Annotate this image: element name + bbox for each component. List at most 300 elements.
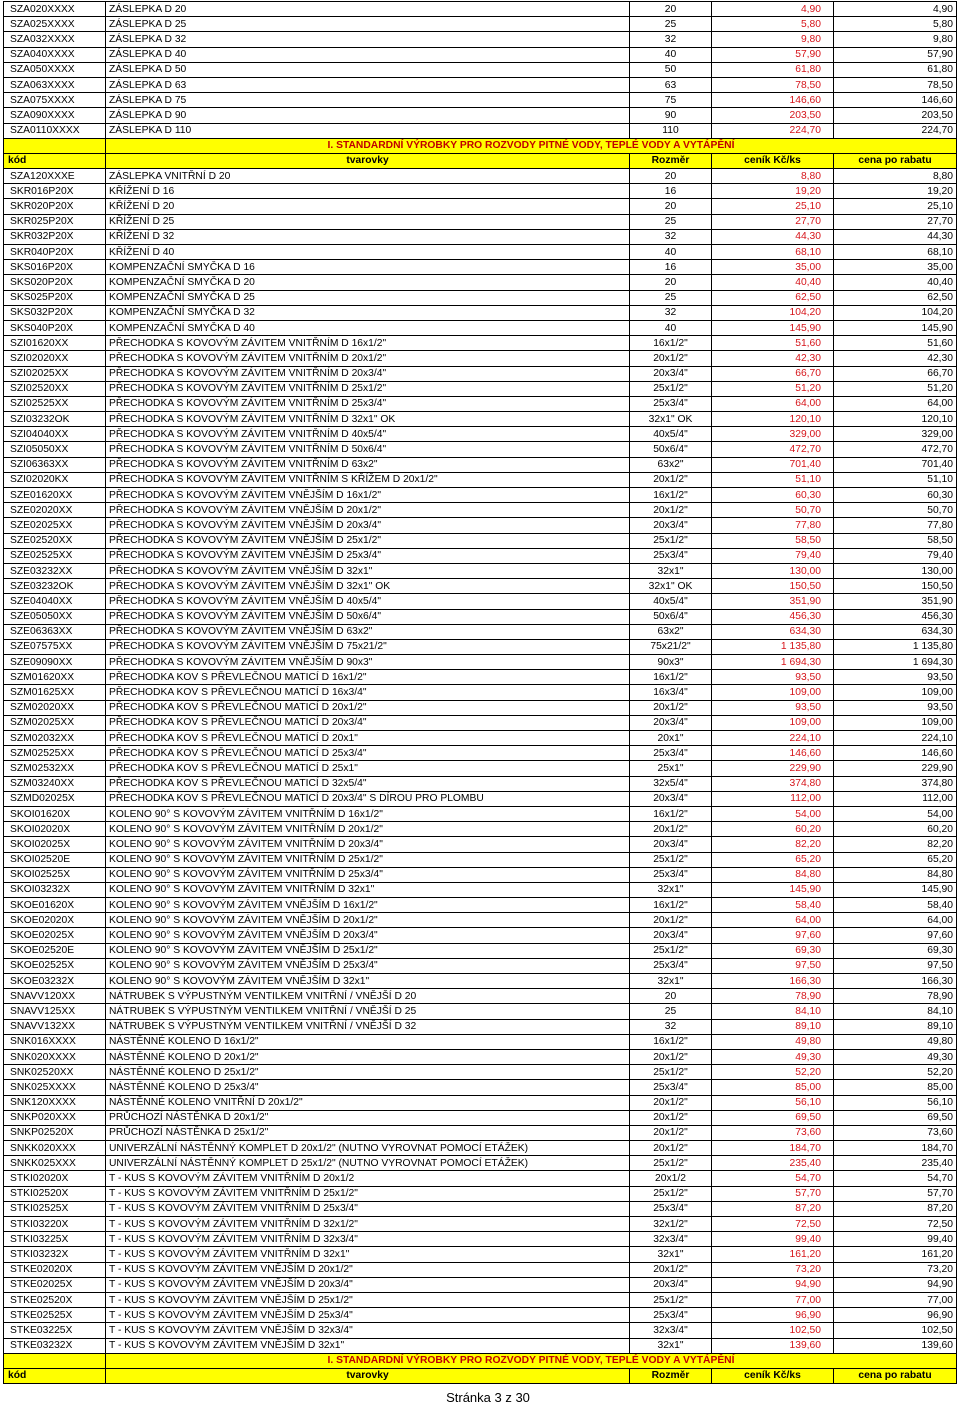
discounted-price: 4,90	[834, 2, 957, 17]
product-name: KŘÍŽENÍ D 20	[106, 199, 630, 214]
discounted-price: 224,70	[834, 123, 957, 138]
product-size: 16x1/2"	[630, 488, 712, 503]
table-row	[4, 488, 957, 503]
table-row	[4, 93, 957, 108]
product-name: KOLENO 90° S KOVOVÝM ZÁVITEM VNĚJŠÍM D 32x1"	[106, 974, 630, 989]
product-code: STKI03225X	[4, 1232, 106, 1247]
product-name: T - KUS S KOVOVÝM ZÁVITEM VNITŘNÍM D 32x1"	[106, 1247, 630, 1262]
discounted-price: 161,20	[834, 1247, 957, 1262]
product-name: KOLENO 90° S KOVOVÝM ZÁVITEM VNĚJŠÍM D 25x3/4"	[106, 958, 630, 973]
table-row	[4, 1292, 957, 1307]
table-row	[4, 837, 957, 852]
product-size: 20x1/2"	[630, 1141, 712, 1156]
column-header-product-name: tvarovky	[106, 1368, 630, 1383]
product-name: PRŮCHOZÍ NÁSTĚNKA D 25x1/2"	[106, 1125, 630, 1140]
table-row	[4, 1004, 957, 1019]
product-name: PŘECHODKA S KOVOVÝM ZÁVITEM VNĚJŠÍM D 25x1/2"	[106, 533, 630, 548]
product-code: SZE01620XX	[4, 488, 106, 503]
section-title: I. STANDARDNÍ VÝROBKY PRO ROZVODY PITNÉ VODY, TEPLÉ VODY A VYTÁPĚNÍ	[106, 1353, 957, 1368]
product-size: 32x1"	[630, 882, 712, 897]
product-name: PŘECHODKA KOV S PŘEVLEČNOU MATICÍ D 32x5/4"	[106, 776, 630, 791]
list-price: 120,10	[712, 412, 834, 427]
product-size: 75x21/2"	[630, 639, 712, 654]
discounted-price: 84,80	[834, 867, 957, 882]
product-name: NÁSTĚNNÉ KOLENO D 25x3/4"	[106, 1080, 630, 1095]
product-code: SZE02025XX	[4, 518, 106, 533]
table-row	[4, 17, 957, 32]
list-price: 112,00	[712, 791, 834, 806]
product-size: 20x1/2"	[630, 351, 712, 366]
table-row	[4, 1019, 957, 1034]
product-name: KOLENO 90° S KOVOVÝM ZÁVITEM VNITŘNÍM D 20x1/2"	[106, 822, 630, 837]
list-price: 96,90	[712, 1308, 834, 1323]
product-code: SZA075XXXX	[4, 93, 106, 108]
table-row	[4, 579, 957, 594]
list-price: 77,80	[712, 518, 834, 533]
product-code: SKS040P20X	[4, 320, 106, 335]
table-row	[4, 1125, 957, 1140]
table-row	[4, 746, 957, 761]
product-name: T - KUS S KOVOVÝM ZÁVITEM VNITŘNÍM D 20x1/2	[106, 1171, 630, 1186]
product-size: 20x1/2"	[630, 472, 712, 487]
product-code: SKOI02525X	[4, 867, 106, 882]
list-price: 57,70	[712, 1186, 834, 1201]
table-row	[4, 32, 957, 47]
column-header-row	[4, 1368, 957, 1383]
discounted-price: 49,80	[834, 1034, 957, 1049]
product-code: STKI02020X	[4, 1171, 106, 1186]
list-price: 150,50	[712, 579, 834, 594]
list-price: 203,50	[712, 108, 834, 123]
product-size: 75	[630, 93, 712, 108]
product-name: ZÁSLEPKA D 90	[106, 108, 630, 123]
page-number: Stránka 3 z 30	[446, 1390, 530, 1405]
discounted-price: 77,00	[834, 1292, 957, 1307]
product-code: SZI02525XX	[4, 396, 106, 411]
product-size: 40	[630, 47, 712, 62]
list-price: 79,40	[712, 548, 834, 563]
discounted-price: 374,80	[834, 776, 957, 791]
product-code: SZI02020XX	[4, 351, 106, 366]
product-code: STKI03220X	[4, 1217, 106, 1232]
discounted-price: 19,20	[834, 184, 957, 199]
discounted-price: 77,80	[834, 518, 957, 533]
product-code: SZE06363XX	[4, 624, 106, 639]
table-row	[4, 1308, 957, 1323]
product-size: 40	[630, 320, 712, 335]
list-price: 229,90	[712, 761, 834, 776]
product-size: 25	[630, 214, 712, 229]
table-row	[4, 655, 957, 670]
discounted-price: 84,10	[834, 1004, 957, 1019]
product-code: SZM02020XX	[4, 700, 106, 715]
list-price: 77,00	[712, 1292, 834, 1307]
product-size: 16x1/2"	[630, 336, 712, 351]
list-price: 146,60	[712, 93, 834, 108]
list-price: 68,10	[712, 245, 834, 260]
product-code: SZA020XXXX	[4, 2, 106, 17]
product-name: KOLENO 90° S KOVOVÝM ZÁVITEM VNĚJŠÍM D 25x1/2"	[106, 943, 630, 958]
product-name: T - KUS S KOVOVÝM ZÁVITEM VNITŘNÍM D 32x1/2"	[106, 1217, 630, 1232]
list-price: 85,00	[712, 1080, 834, 1095]
product-size: 20x1/2"	[630, 1095, 712, 1110]
product-size: 63x2"	[630, 457, 712, 472]
product-size: 20x1/2"	[630, 503, 712, 518]
product-name: NÁSTĚNNÉ KOLENO D 20x1/2"	[106, 1049, 630, 1064]
product-code: SZM02032XX	[4, 731, 106, 746]
table-row	[4, 396, 957, 411]
discounted-price: 54,00	[834, 806, 957, 821]
product-size: 20x1/2"	[630, 822, 712, 837]
table-row	[4, 715, 957, 730]
discounted-price: 96,90	[834, 1308, 957, 1323]
list-price: 235,40	[712, 1156, 834, 1171]
product-name: PŘECHODKA S KOVOVÝM ZÁVITEM VNĚJŠÍM D 16x1/2"	[106, 488, 630, 503]
table-row	[4, 305, 957, 320]
product-name: PŘECHODKA KOV S PŘEVLEČNOU MATICÍ D 20x1"	[106, 731, 630, 746]
product-code: SZA063XXXX	[4, 77, 106, 92]
list-price: 60,30	[712, 488, 834, 503]
product-code: SNK120XXXX	[4, 1095, 106, 1110]
product-code: SZM03240XX	[4, 776, 106, 791]
list-price: 50,70	[712, 503, 834, 518]
product-code: SKR016P20X	[4, 184, 106, 199]
product-name: PŘECHODKA S KOVOVÝM ZÁVITEM VNITŘNÍM D 40x5/4"	[106, 427, 630, 442]
product-code: SKOI02025X	[4, 837, 106, 852]
discounted-price: 97,60	[834, 928, 957, 943]
price-table	[3, 1, 957, 1384]
table-row	[4, 47, 957, 62]
product-name: NÁSTĚNNÉ KOLENO D 25x1/2"	[106, 1065, 630, 1080]
list-price: 146,60	[712, 746, 834, 761]
discounted-price: 85,00	[834, 1080, 957, 1095]
product-name: NÁSTĚNNÉ KOLENO D 16x1/2"	[106, 1034, 630, 1049]
list-price: 61,80	[712, 62, 834, 77]
discounted-price: 60,20	[834, 822, 957, 837]
product-size: 90x3"	[630, 655, 712, 670]
product-size: 20x1/2"	[630, 1049, 712, 1064]
discounted-price: 109,00	[834, 715, 957, 730]
product-size: 25x3/4"	[630, 396, 712, 411]
discounted-price: 166,30	[834, 974, 957, 989]
product-size: 20x3/4"	[630, 366, 712, 381]
table-row	[4, 594, 957, 609]
discounted-price: 229,90	[834, 761, 957, 776]
product-size: 20x1"	[630, 731, 712, 746]
list-price: 73,60	[712, 1125, 834, 1140]
product-name: PŘECHODKA S KOVOVÝM ZÁVITEM VNĚJŠÍM D 20x3/4"	[106, 518, 630, 533]
list-price: 634,30	[712, 624, 834, 639]
product-code: SKS032P20X	[4, 305, 106, 320]
product-name: NÁSTĚNNÉ KOLENO VNITŘNÍ D 20x1/2"	[106, 1095, 630, 1110]
product-size: 25x3/4"	[630, 1201, 712, 1216]
product-code: SZM02025XX	[4, 715, 106, 730]
product-code: STKI02525X	[4, 1201, 106, 1216]
product-name: KOMPENZAČNÍ SMYČKA D 40	[106, 320, 630, 335]
product-size: 32x1"	[630, 974, 712, 989]
product-code: SZE09090XX	[4, 655, 106, 670]
product-name: PŘECHODKA S KOVOVÝM ZÁVITEM VNĚJŠÍM D 90x3"	[106, 655, 630, 670]
discounted-price: 78,90	[834, 989, 957, 1004]
product-name: ZÁSLEPKA D 32	[106, 32, 630, 47]
product-size: 20x3/4"	[630, 928, 712, 943]
product-name: KOMPENZAČNÍ SMYČKA D 25	[106, 290, 630, 305]
product-code: SNKK025XXX	[4, 1156, 106, 1171]
discounted-price: 8,80	[834, 169, 957, 184]
product-name: PŘECHODKA S KOVOVÝM ZÁVITEM VNĚJŠÍM D 20x1/2"	[106, 503, 630, 518]
product-size: 32	[630, 229, 712, 244]
product-name: KOLENO 90° S KOVOVÝM ZÁVITEM VNITŘNÍM D 32x1"	[106, 882, 630, 897]
product-size: 32x1" OK	[630, 579, 712, 594]
discounted-price: 456,30	[834, 609, 957, 624]
column-header-product-size: Rozměr	[630, 153, 712, 168]
list-price: 84,80	[712, 867, 834, 882]
table-row	[4, 1232, 957, 1247]
discounted-price: 1 694,30	[834, 655, 957, 670]
product-name: PŘECHODKA KOV S PŘEVLEČNOU MATICÍ D 16x1/2"	[106, 670, 630, 685]
product-name: KOLENO 90° S KOVOVÝM ZÁVITEM VNĚJŠÍM D 16x1/2"	[106, 898, 630, 913]
discounted-price: 1 135,80	[834, 639, 957, 654]
list-price: 224,70	[712, 123, 834, 138]
product-code: SZE04040XX	[4, 594, 106, 609]
product-size: 32x1"	[630, 563, 712, 578]
list-price: 94,90	[712, 1277, 834, 1292]
product-size: 25x3/4"	[630, 1080, 712, 1095]
product-code: SZI04040XX	[4, 427, 106, 442]
discounted-price: 329,00	[834, 427, 957, 442]
product-size: 20x3/4"	[630, 791, 712, 806]
product-code: SNK025XXXX	[4, 1080, 106, 1095]
product-size: 25x1/2"	[630, 852, 712, 867]
product-code: SZI03232OK	[4, 412, 106, 427]
list-price: 56,10	[712, 1095, 834, 1110]
discounted-price: 64,00	[834, 913, 957, 928]
product-code: SZE03232XX	[4, 563, 106, 578]
table-row	[4, 989, 957, 1004]
product-size: 20x1/2"	[630, 913, 712, 928]
product-size: 20x3/4"	[630, 837, 712, 852]
product-name: PŘECHODKA KOV S PŘEVLEČNOU MATICÍ D 25x1"	[106, 761, 630, 776]
discounted-price: 73,20	[834, 1262, 957, 1277]
discounted-price: 99,40	[834, 1232, 957, 1247]
table-row	[4, 351, 957, 366]
table-row	[4, 320, 957, 335]
product-name: KŘÍŽENÍ D 25	[106, 214, 630, 229]
discounted-price: 139,60	[834, 1338, 957, 1353]
list-price: 64,00	[712, 396, 834, 411]
product-name: PŘECHODKA S KOVOVÝM ZÁVITEM VNITŘNÍM D 25x1/2"	[106, 381, 630, 396]
discounted-price: 51,60	[834, 336, 957, 351]
product-size: 32x3/4"	[630, 1323, 712, 1338]
section-blank-cell	[4, 1353, 106, 1368]
list-price: 64,00	[712, 913, 834, 928]
list-price: 104,20	[712, 305, 834, 320]
product-code: SKS016P20X	[4, 260, 106, 275]
product-code: STKE02520X	[4, 1292, 106, 1307]
product-code: SKOI02020X	[4, 822, 106, 837]
product-name: PŘECHODKA S KOVOVÝM ZÁVITEM VNĚJŠÍM D 75x21/2"	[106, 639, 630, 654]
price-list-sheet	[3, 1, 956, 1384]
list-price: 97,60	[712, 928, 834, 943]
product-code: SKOE02020X	[4, 913, 106, 928]
table-row	[4, 1186, 957, 1201]
list-price: 329,00	[712, 427, 834, 442]
product-name: ZÁSLEPKA D 40	[106, 47, 630, 62]
table-row	[4, 898, 957, 913]
table-row	[4, 472, 957, 487]
table-row	[4, 412, 957, 427]
column-header-discounted-price: cena po rabatu	[834, 1368, 957, 1383]
list-price: 51,60	[712, 336, 834, 351]
table-row	[4, 1049, 957, 1064]
discounted-price: 72,50	[834, 1217, 957, 1232]
table-row	[4, 1262, 957, 1277]
list-price: 4,90	[712, 2, 834, 17]
product-size: 25	[630, 1004, 712, 1019]
product-name: KOLENO 90° S KOVOVÝM ZÁVITEM VNITŘNÍM D 16x1/2"	[106, 806, 630, 821]
table-row	[4, 791, 957, 806]
product-size: 90	[630, 108, 712, 123]
product-name: T - KUS S KOVOVÝM ZÁVITEM VNITŘNÍM D 25x3/4"	[106, 1201, 630, 1216]
list-price: 69,30	[712, 943, 834, 958]
product-name: KOMPENZAČNÍ SMYČKA D 16	[106, 260, 630, 275]
product-size: 32	[630, 32, 712, 47]
table-row	[4, 822, 957, 837]
product-code: SNAVV125XX	[4, 1004, 106, 1019]
product-name: PŘECHODKA S KOVOVÝM ZÁVITEM VNITŘNÍM S KŘÍŽEM D 20x1/2"	[106, 472, 630, 487]
list-price: 1 135,80	[712, 639, 834, 654]
list-price: 51,10	[712, 472, 834, 487]
list-price: 224,10	[712, 731, 834, 746]
product-size: 20x1/2	[630, 1171, 712, 1186]
list-price: 27,70	[712, 214, 834, 229]
product-code: SKOE02525X	[4, 958, 106, 973]
table-row	[4, 214, 957, 229]
product-code: STKE03225X	[4, 1323, 106, 1338]
product-code: SZMD02025X	[4, 791, 106, 806]
column-header-product-code: kód	[4, 153, 106, 168]
product-size: 50x6/4"	[630, 609, 712, 624]
product-size: 25x3/4"	[630, 958, 712, 973]
product-name: ZÁSLEPKA D 75	[106, 93, 630, 108]
discounted-price: 120,10	[834, 412, 957, 427]
table-row	[4, 639, 957, 654]
discounted-price: 57,70	[834, 1186, 957, 1201]
product-size: 25x1/2"	[630, 381, 712, 396]
list-price: 5,80	[712, 17, 834, 32]
discounted-price: 65,20	[834, 852, 957, 867]
discounted-price: 44,30	[834, 229, 957, 244]
product-code: SNKP020XXX	[4, 1110, 106, 1125]
discounted-price: 58,40	[834, 898, 957, 913]
discounted-price: 58,50	[834, 533, 957, 548]
product-code: SKOE01620X	[4, 898, 106, 913]
list-price: 109,00	[712, 685, 834, 700]
product-name: PŘECHODKA S KOVOVÝM ZÁVITEM VNĚJŠÍM D 32x1" OK	[106, 579, 630, 594]
product-name: T - KUS S KOVOVÝM ZÁVITEM VNĚJŠÍM D 25x3/4"	[106, 1308, 630, 1323]
list-price: 52,20	[712, 1065, 834, 1080]
product-name: PŘECHODKA KOV S PŘEVLEČNOU MATICÍ D 20x3/4"	[106, 715, 630, 730]
discounted-price: 701,40	[834, 457, 957, 472]
product-code: SZA120XXXE	[4, 169, 106, 184]
table-row	[4, 776, 957, 791]
discounted-price: 146,60	[834, 746, 957, 761]
product-name: KOLENO 90° S KOVOVÝM ZÁVITEM VNĚJŠÍM D 20x1/2"	[106, 913, 630, 928]
list-price: 93,50	[712, 670, 834, 685]
list-price: 1 694,30	[712, 655, 834, 670]
table-row	[4, 1323, 957, 1338]
product-code: SZE05050XX	[4, 609, 106, 624]
table-row	[4, 108, 957, 123]
table-row	[4, 806, 957, 821]
discounted-price: 40,40	[834, 275, 957, 290]
product-code: SKOI03232X	[4, 882, 106, 897]
discounted-price: 64,00	[834, 396, 957, 411]
product-code: SZE02020XX	[4, 503, 106, 518]
discounted-price: 62,50	[834, 290, 957, 305]
product-size: 16x1/2"	[630, 1034, 712, 1049]
product-code: SKS025P20X	[4, 290, 106, 305]
table-row	[4, 1201, 957, 1216]
list-price: 49,30	[712, 1049, 834, 1064]
product-code: SNK016XXXX	[4, 1034, 106, 1049]
product-code: SZE07575XX	[4, 639, 106, 654]
table-row	[4, 533, 957, 548]
product-code: SZI02025XX	[4, 366, 106, 381]
product-name: PŘECHODKA S KOVOVÝM ZÁVITEM VNITŘNÍM D 63x2"	[106, 457, 630, 472]
price-table-body	[4, 2, 957, 1384]
list-price: 19,20	[712, 184, 834, 199]
discounted-price: 87,20	[834, 1201, 957, 1216]
discounted-price: 78,50	[834, 77, 957, 92]
product-size: 32x1" OK	[630, 412, 712, 427]
list-price: 109,00	[712, 715, 834, 730]
product-size: 25x1/2"	[630, 943, 712, 958]
product-size: 20x1/2"	[630, 1262, 712, 1277]
discounted-price: 54,70	[834, 1171, 957, 1186]
discounted-price: 73,60	[834, 1125, 957, 1140]
product-size: 20	[630, 989, 712, 1004]
product-name: PŘECHODKA KOV S PŘEVLEČNOU MATICÍ D 25x3/4"	[106, 746, 630, 761]
discounted-price: 104,20	[834, 305, 957, 320]
product-name: KOMPENZAČNÍ SMYČKA D 32	[106, 305, 630, 320]
product-code: SKR040P20X	[4, 245, 106, 260]
table-row	[4, 867, 957, 882]
product-code: STKE02025X	[4, 1277, 106, 1292]
product-code: SZM02532XX	[4, 761, 106, 776]
discounted-price: 184,70	[834, 1141, 957, 1156]
product-code: SKR020P20X	[4, 199, 106, 214]
product-size: 20	[630, 199, 712, 214]
product-name: PŘECHODKA S KOVOVÝM ZÁVITEM VNĚJŠÍM D 25x3/4"	[106, 548, 630, 563]
product-name: PŘECHODKA KOV S PŘEVLEČNOU MATICÍ D 20x3/4" S DÍROU PRO PLOMBU	[106, 791, 630, 806]
product-name: T - KUS S KOVOVÝM ZÁVITEM VNĚJŠÍM D 32x3/4"	[106, 1323, 630, 1338]
table-row	[4, 624, 957, 639]
product-name: PŘECHODKA S KOVOVÝM ZÁVITEM VNITŘNÍM D 50x6/4"	[106, 442, 630, 457]
table-row	[4, 1247, 957, 1262]
list-price: 130,00	[712, 563, 834, 578]
product-size: 32x3/4"	[630, 1232, 712, 1247]
discounted-price: 224,10	[834, 731, 957, 746]
table-row	[4, 563, 957, 578]
table-row	[4, 336, 957, 351]
product-code: SZA0110XXXX	[4, 123, 106, 138]
column-header-row	[4, 153, 957, 168]
table-row	[4, 609, 957, 624]
section-title: I. STANDARDNÍ VÝROBKY PRO ROZVODY PITNÉ VODY, TEPLÉ VODY A VYTÁPĚNÍ	[106, 138, 957, 153]
list-price: 82,20	[712, 837, 834, 852]
product-name: ZÁSLEPKA D 20	[106, 2, 630, 17]
